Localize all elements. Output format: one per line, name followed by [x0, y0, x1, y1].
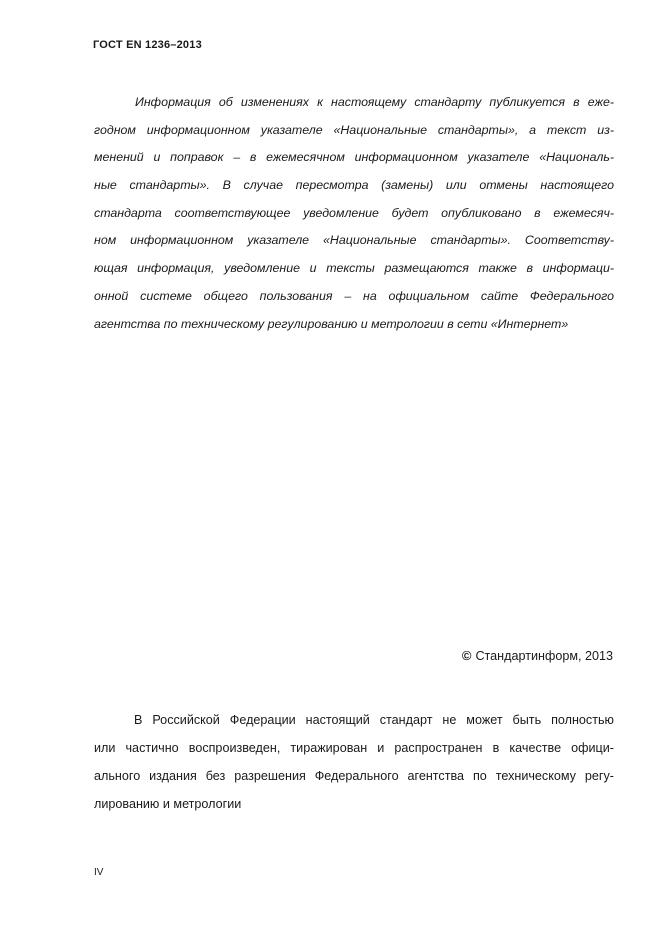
notice-line: онной системе общего пользования – на официальном сайте Федерального	[94, 288, 614, 303]
rights-line: В Российской Федерации настоящий стандарт не может быть полностью	[134, 713, 614, 727]
notice-line: менений и поправок – в ежемесячном информационном указателе «Националь-	[94, 150, 614, 165]
reproduction-rights-paragraph	[94, 706, 614, 818]
rights-line: или частично воспроизведен, тиражирован и распространен в качестве офици-	[94, 741, 614, 755]
copyright-text: Стандартинформ, 2013	[475, 649, 613, 663]
notice-line: ющая информация, уведомление и тексты размещаются также в информаци-	[94, 261, 614, 276]
notice-line: агентства по техническому регулированию и метрологии в сети «Интернет»	[94, 316, 569, 331]
notice-line: ном информационном указателе «Национальные стандарты». Соответству-	[94, 233, 614, 248]
notice-line: Информация об изменениях к настоящему стандарту публикуется в еже-	[135, 95, 614, 109]
copyright-icon: ©	[461, 648, 472, 663]
notice-line: годном информационном указателе «Национальные стандарты», а текст из-	[94, 122, 614, 137]
copyright-notice	[462, 648, 613, 663]
page-number: IV	[94, 867, 104, 878]
notice-line: ные стандарты». В случае пересмотра (замены) или отмены настоящего	[94, 178, 614, 193]
notice-line: стандарта соответствующее уведомление будет опубликовано в ежемесяч-	[94, 205, 614, 220]
standard-code-header: ГОСТ EN 1236–2013	[93, 39, 202, 51]
amendments-notice-paragraph	[94, 89, 614, 338]
rights-line: лированию и метрологии	[94, 797, 242, 811]
rights-line: ального издания без разрешения Федерального агентства по техническому регу-	[94, 769, 614, 783]
